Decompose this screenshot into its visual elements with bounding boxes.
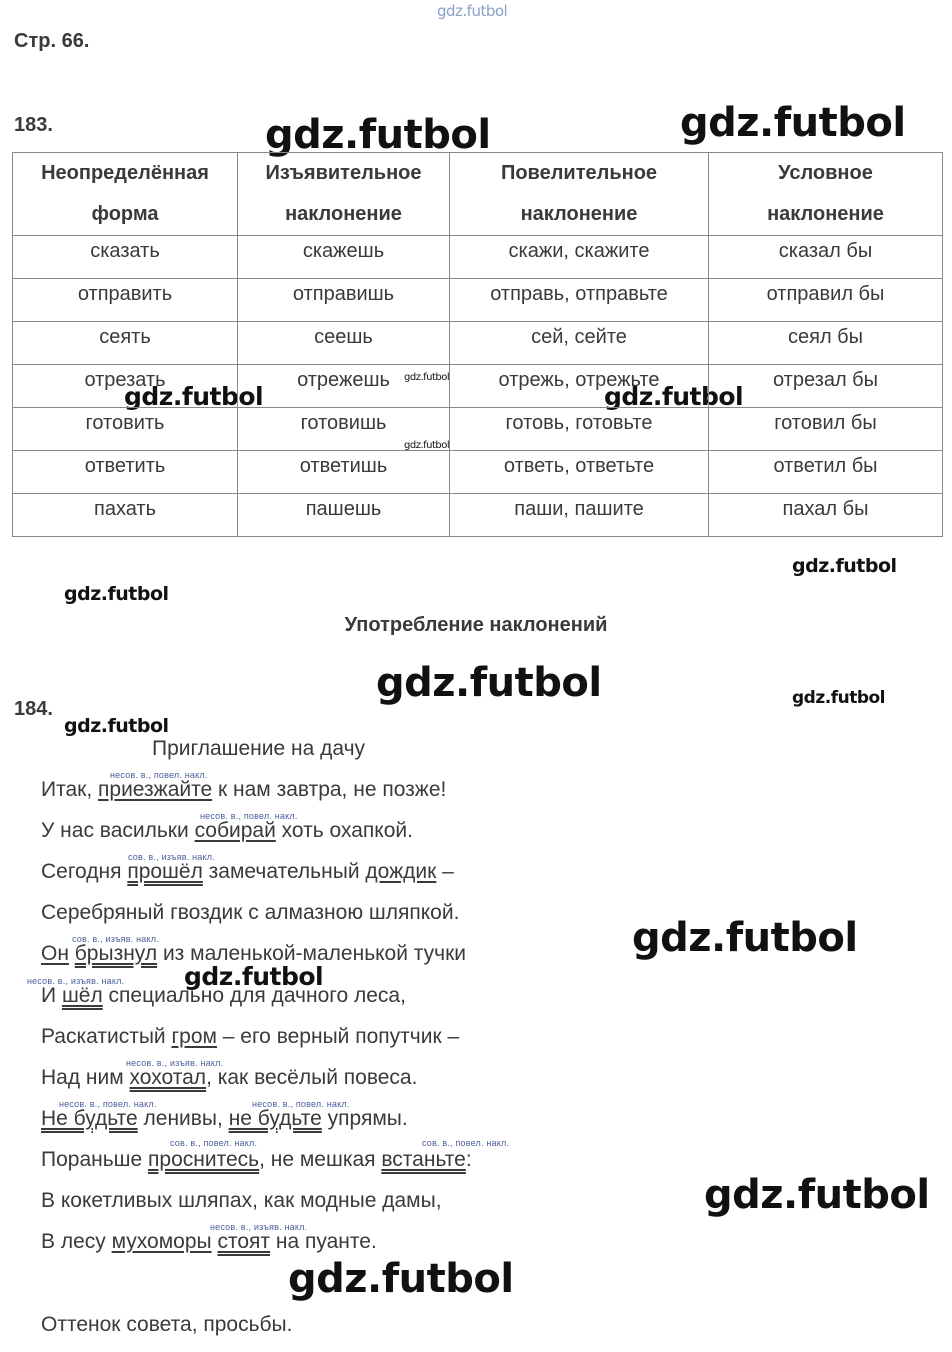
table-cell: отрезал бы (709, 365, 943, 408)
poem-line: Итак, приезжайте к нам завтра, не позже! (41, 778, 447, 801)
grammar-note: несов. в., изъяв. накл. (126, 1058, 224, 1068)
grammar-note: несов. в., повел. накл. (59, 1099, 157, 1109)
poem-title: Приглашение на дачу (152, 737, 366, 760)
header-imperative: Повелительное наклонение (450, 153, 709, 236)
grammar-note: несов. в., повел. накл. (110, 770, 208, 780)
table-cell: сей, сейте (450, 322, 709, 365)
watermark-top: gdz.futbol (437, 2, 508, 20)
table-cell: отрежешь (238, 365, 450, 408)
table-cell: отрежь, отрежьте (450, 365, 709, 408)
table-cell: отправь, отправьте (450, 279, 709, 322)
predicate: Не будьте (41, 1107, 138, 1130)
table-header-row (13, 153, 943, 236)
watermark: gdz.futbol (604, 382, 744, 411)
watermark: gdz.futbol (704, 1172, 930, 1218)
watermark: gdz.futbol (265, 112, 491, 158)
grammar-note: несов. в., повел. накл. (252, 1099, 350, 1109)
poem-line: В кокетливых шляпах, как модные дамы, (41, 1189, 442, 1212)
table-cell: готовишь (238, 408, 450, 451)
subject: гром (171, 1025, 217, 1048)
conclusion: Оттенок совета, просьбы. (41, 1313, 293, 1336)
table-cell: сказать (13, 236, 238, 279)
exercise-183-number: 183. (14, 114, 53, 136)
table-cell: сеешь (238, 322, 450, 365)
page-reference: Стр. 66. (14, 30, 90, 52)
grammar-note: несов. в., повел. накл. (200, 811, 298, 821)
table-cell: ответь, ответьте (450, 451, 709, 494)
predicate: проснитесь (148, 1148, 260, 1171)
watermark: gdz.futbol (124, 382, 264, 411)
watermark: gdz.futbol (184, 962, 324, 991)
predicate: прошёл (127, 860, 203, 883)
predicate: хохотал (129, 1066, 207, 1089)
grammar-note: сов. в., повел. накл. (422, 1138, 510, 1148)
poem-line: Пораньше проснитесь, не мешкая встаньте: (41, 1148, 472, 1171)
watermark: gdz.futbol (680, 100, 906, 146)
grammar-note: несов. в., изъяв. накл. (210, 1222, 308, 1232)
watermark: gdz.futbol (404, 372, 450, 383)
predicate: приезжайте (98, 778, 213, 801)
table-row (13, 279, 943, 322)
poem-line: Над ним хохотал, как весёлый повеса. (41, 1066, 418, 1089)
table-cell: готовь, готовьте (450, 408, 709, 451)
grammar-note: несов. в., изъяв. накл. (27, 976, 125, 986)
section-title: Употребление наклонений (344, 614, 608, 636)
exercise-184-number: 184. (14, 698, 53, 720)
watermark: gdz.futbol (288, 1256, 514, 1302)
watermark: gdz.futbol (404, 440, 450, 451)
watermark: gdz.futbol (64, 583, 169, 605)
watermark: gdz.futbol (792, 688, 885, 708)
table-cell: паши, пашите (450, 494, 709, 537)
table-cell: отправить (13, 279, 238, 322)
table-cell: сеял бы (709, 322, 943, 365)
poem-line: И шёл специально для дачного леса, (41, 984, 406, 1007)
header-indicative: Изъявительное наклонение (238, 153, 450, 236)
poem-line: У нас васильки собирай хоть охапкой. (41, 819, 413, 842)
table-row (13, 408, 943, 451)
predicate: стоят (217, 1230, 271, 1253)
watermark: gdz.futbol (632, 915, 858, 961)
poem-line: В лесу мухоморы стоят на пуанте. (41, 1230, 377, 1253)
table-cell: пашешь (238, 494, 450, 537)
table-cell: скажи, скажите (450, 236, 709, 279)
table-cell: ответишь (238, 451, 450, 494)
poem-line: Не будьте ленивы, не будьте упрямы. (41, 1107, 408, 1130)
subject: мухоморы (111, 1230, 212, 1253)
table-cell: пахал бы (709, 494, 943, 537)
subject: Он (41, 942, 69, 965)
predicate: встаньте (381, 1148, 466, 1171)
table-cell: отправишь (238, 279, 450, 322)
table-cell: ответил бы (709, 451, 943, 494)
poem-line: Сегодня прошёл замечательный дождик – (41, 860, 454, 883)
grammar-note: сов. в., изъяв. накл. (72, 934, 159, 944)
predicate: брызнул (74, 942, 158, 965)
table-cell: отправил бы (709, 279, 943, 322)
poem-line: Серебряный гвоздик с алмазною шляпкой. (41, 901, 460, 924)
poem-line: Он брызнул из маленькой-маленькой тучки (41, 942, 467, 965)
table-cell: отрезать (13, 365, 238, 408)
table-cell: ответить (13, 451, 238, 494)
table-cell: пахать (13, 494, 238, 537)
watermark: gdz.futbol (376, 660, 602, 706)
header-infinitive: Неопределённая форма (13, 153, 238, 236)
table-row (13, 322, 943, 365)
grammar-note: сов. в., изъяв. накл. (128, 852, 215, 862)
watermark: gdz.futbol (792, 555, 897, 577)
grammar-note: сов. в., повел. накл. (170, 1138, 258, 1148)
predicate: не будьте (228, 1107, 322, 1130)
mood-forms-table (12, 152, 943, 537)
subject: дождик (365, 860, 437, 883)
watermark: gdz.futbol (64, 715, 169, 737)
header-conditional: Условное наклонение (709, 153, 943, 236)
table-row (13, 365, 943, 408)
table-cell: готовить (13, 408, 238, 451)
table-row (13, 236, 943, 279)
table-cell: сеять (13, 322, 238, 365)
table-cell: сказал бы (709, 236, 943, 279)
table-row (13, 494, 943, 537)
predicate: шёл (61, 984, 103, 1007)
table-cell: скажешь (238, 236, 450, 279)
poem-line: Раскатистый гром – его верный попутчик – (41, 1025, 460, 1048)
table-row (13, 451, 943, 494)
predicate: собирай (194, 819, 276, 842)
table-cell: готовил бы (709, 408, 943, 451)
